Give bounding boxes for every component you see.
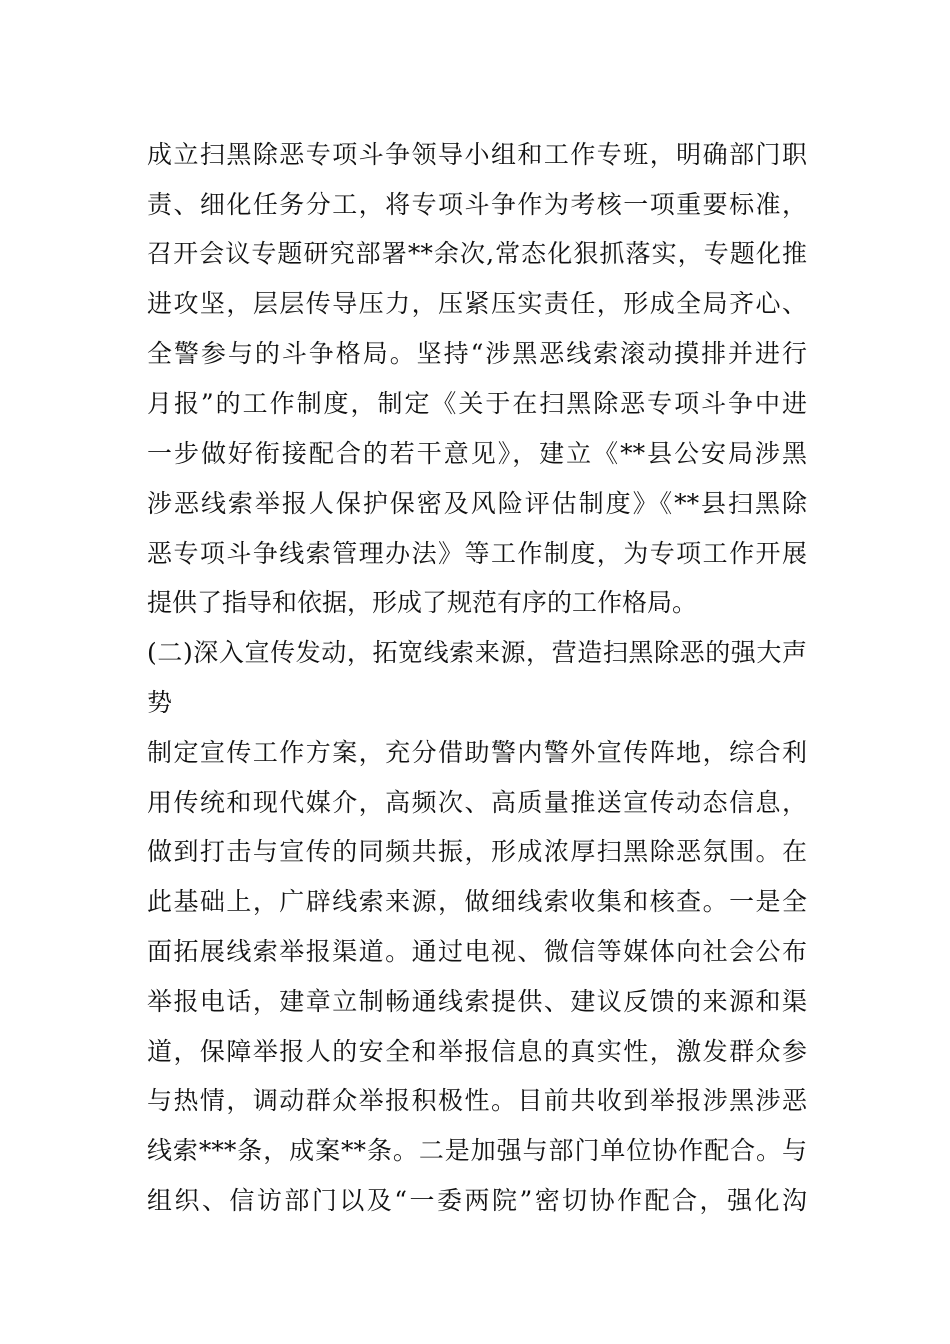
text-line: 线索***条，成案**条。二是加强与部门单位协作配合。与 — [147, 1136, 807, 1165]
text-line: 一步做好衔接配合的若干意见》，建立《**县公安局涉黑 — [147, 439, 807, 468]
text-line: 召开会议专题研究部署**余次,常态化狠抓落实，专题化推 — [147, 239, 807, 268]
text-line: 恶专项斗争线索管理办法》等工作制度，为专项工作开展 — [147, 539, 807, 568]
text-line: 举报电话，建章立制畅通线索提供、建议反馈的来源和渠 — [147, 987, 807, 1016]
text-line: 责、细化任务分工，将专项斗争作为考核一项重要标准， — [147, 190, 807, 219]
section-heading-continued: 势 — [147, 688, 173, 717]
text-line: 面拓展线索举报渠道。通过电视、微信等媒体向社会公布 — [147, 937, 807, 966]
text-line: 成立扫黑除恶专项斗争领导小组和工作专班，明确部门职 — [147, 140, 807, 169]
section-heading: (二)深入宣传发动，拓宽线索来源，营造扫黑除恶的强大声 — [147, 638, 807, 667]
text-line: 全警参与的斗争格局。坚持“涉黑恶线索滚动摸排并进行 — [147, 339, 807, 368]
text-line: 道，保障举报人的安全和举报信息的真实性，激发群众参 — [147, 1037, 807, 1066]
text-line: 用传统和现代媒介，高频次、高质量推送宣传动态信息， — [147, 788, 807, 817]
text-line: 与热情，调动群众举报积极性。目前共收到举报涉黑涉恶 — [147, 1086, 807, 1115]
text-line: 做到打击与宣传的同频共振，形成浓厚扫黑除恶氛围。在 — [147, 837, 807, 866]
text-line: 组织、信访部门以及“一委两院”密切协作配合，强化沟 — [147, 1186, 807, 1215]
text-line: 制定宣传工作方案，充分借助警内警外宣传阵地，综合利 — [147, 738, 807, 767]
text-line: 进攻坚，层层传导压力，压紧压实责任，形成全局齐心、 — [147, 289, 807, 318]
text-line: 提供了指导和依据，形成了规范有序的工作格局。 — [147, 588, 698, 617]
text-line: 涉恶线索举报人保护保密及风险评估制度》《**县扫黑除 — [147, 489, 807, 518]
text-line: 此基础上，广辟线索来源，做细线索收集和核查。一是全 — [147, 887, 807, 916]
text-line: 月报”的工作制度，制定《关于在扫黑除恶专项斗争中进 — [147, 389, 807, 418]
